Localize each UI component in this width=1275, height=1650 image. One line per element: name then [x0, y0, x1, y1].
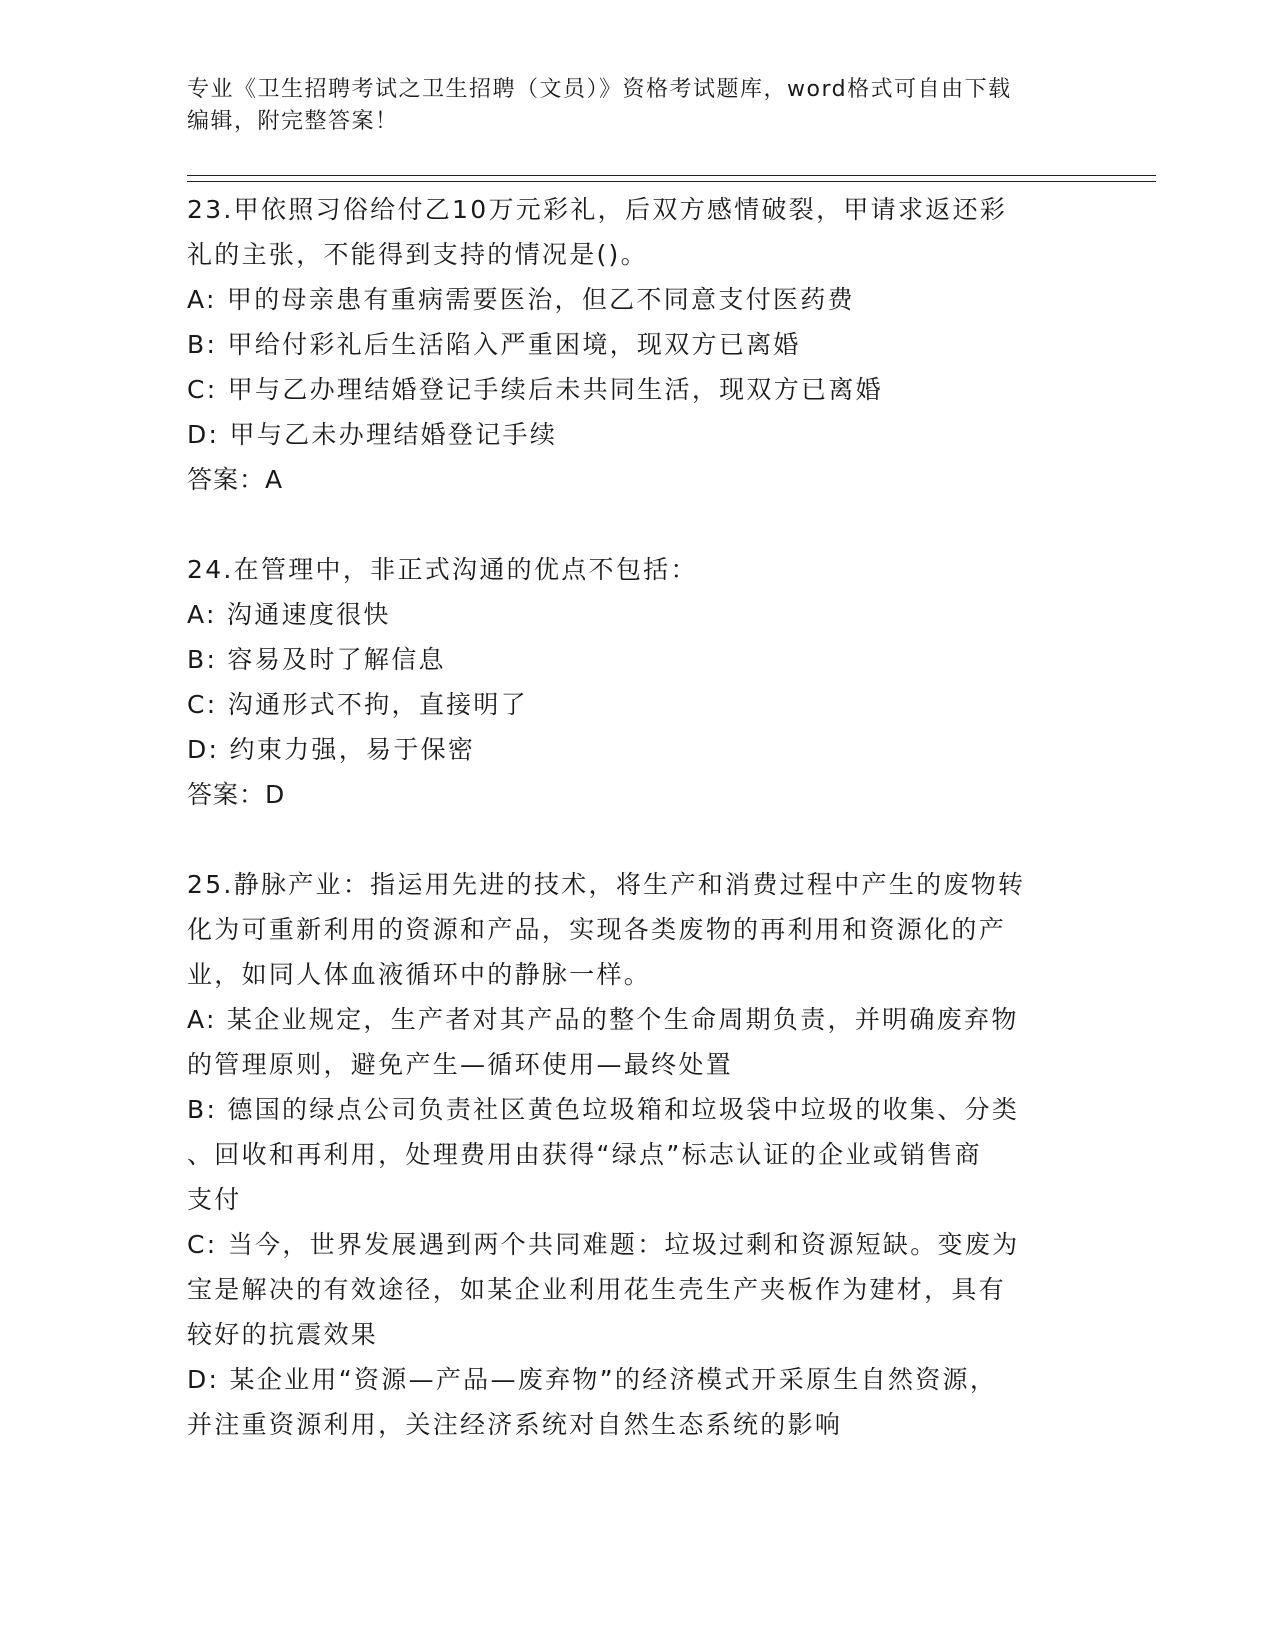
header-divider-top — [187, 175, 1156, 176]
question-23 — [187, 187, 1087, 502]
option-c: C: 当今，世界发展遇到两个共同难题：垃圾过剩和资源短缺。变废为 — [187, 1230, 1020, 1259]
option-d: 并注重资源利用，关注经济系统对自然生态系统的影响 — [187, 1410, 843, 1439]
option-a: A: 某企业规定，生产者对其产品的整个生命周期负责，并明确废弃物 — [187, 1005, 1019, 1034]
question-stem-line: 业，如同人体血液循环中的静脉一样。 — [187, 960, 652, 989]
option-c: 宝是解决的有效途径，如某企业利用花生壳生产夹板作为建材，具有 — [187, 1275, 1007, 1304]
option-b: 、回收和再利用，处理费用由获得“绿点”标志认证的企业或销售商 — [187, 1140, 982, 1169]
option-d: D: 约束力强，易于保密 — [187, 735, 476, 764]
answer-text: 答案：A — [187, 465, 284, 494]
question-stem-line: 25.静脉产业：指运用先进的技术，将生产和消费过程中产生的废物转 — [187, 870, 1026, 899]
option-c: C: 沟通形式不拘，直接明了 — [187, 690, 529, 719]
option-b: B: 容易及时了解信息 — [187, 645, 446, 674]
option-b: B: 德国的绿点公司负责社区黄色垃圾箱和垃圾袋中垃圾的收集、分类 — [187, 1095, 1020, 1124]
question-stem-line: 礼的主张，不能得到支持的情况是()。 — [187, 240, 648, 269]
option-b: 支付 — [187, 1185, 242, 1214]
answer-text: 答案：D — [187, 780, 286, 809]
question-25 — [187, 862, 1087, 1447]
option-c: 较好的抗震效果 — [187, 1320, 379, 1349]
header-line-1: 专业《卫生招聘考试之卫生招聘（文员）》资格考试题库，word格式可自由下载 — [187, 77, 1012, 102]
document-header — [187, 74, 1067, 138]
option-a: 的管理原则，避免产生—循环使用—最终处置 — [187, 1050, 734, 1079]
option-a: A: 沟通速度很快 — [187, 600, 391, 629]
header-divider-bottom — [187, 181, 1156, 182]
question-stem-line: 化为可重新利用的资源和产品，实现各类废物的再利用和资源化的产 — [187, 915, 1007, 944]
question-list — [187, 187, 1087, 1492]
option-a: A: 甲的母亲患有重病需要医治，但乙不同意支付医药费 — [187, 285, 855, 314]
header-line-2: 编辑，附完整答案！ — [187, 109, 399, 134]
option-d: D: 某企业用“资源—产品—废弃物”的经济模式开采原生自然资源， — [187, 1365, 998, 1394]
question-24 — [187, 547, 1087, 817]
question-stem-line: 23.甲依照习俗给付乙10万元彩礼，后双方感情破裂，甲请求返还彩 — [187, 195, 1008, 224]
option-d: D: 甲与乙未办理结婚登记手续 — [187, 420, 558, 449]
option-c: C: 甲与乙办理结婚登记手续后未共同生活，现双方已离婚 — [187, 375, 883, 404]
option-b: B: 甲给付彩礼后生活陷入严重困境，现双方已离婚 — [187, 330, 801, 359]
question-stem-line: 24.在管理中，非正式沟通的优点不包括： — [187, 555, 698, 584]
